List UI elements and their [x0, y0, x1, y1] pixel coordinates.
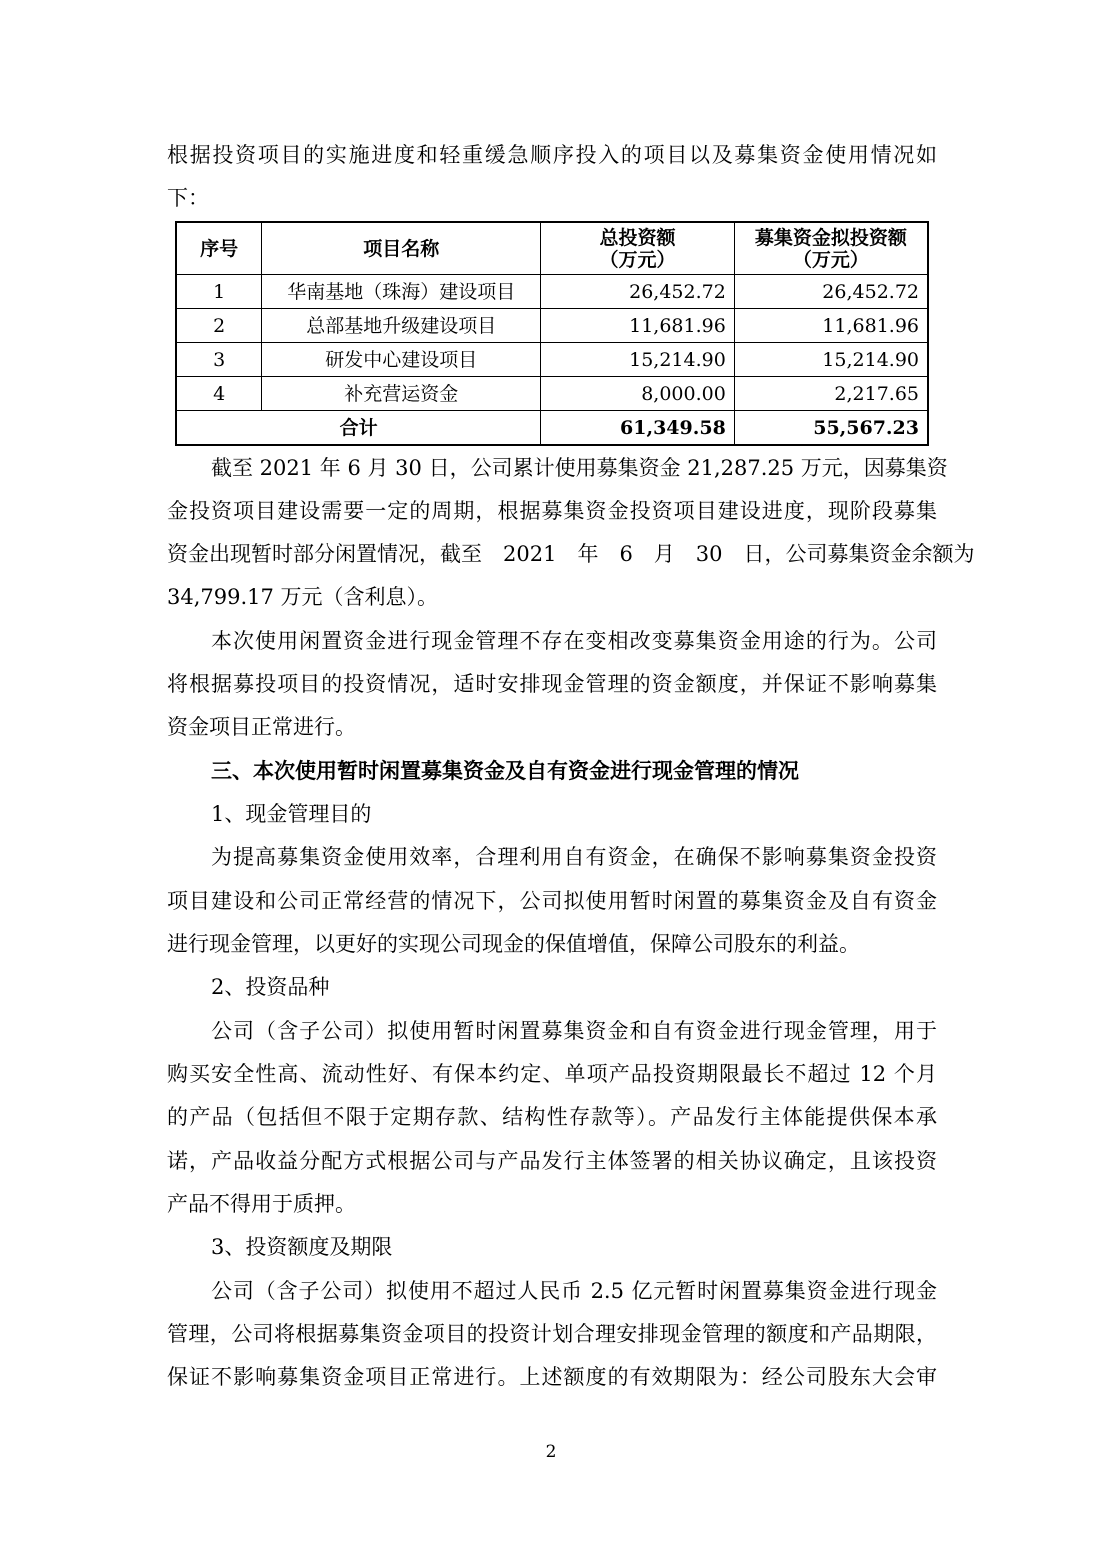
para1-line-4: 34,799.17 万元（含利息）。: [167, 585, 439, 609]
row-raised: 11,681.96: [734, 309, 928, 343]
para1-line-3: 资金出现暂时部分闲置情况，截至 2021 年 6 月 30 日，公司募集资金余额为: [167, 542, 975, 566]
row-total: 11,681.96: [541, 309, 735, 343]
header-no: 序号: [176, 222, 262, 275]
table-row: [176, 275, 928, 309]
row-raised: 15,214.90: [734, 343, 928, 377]
row-no: 2: [176, 309, 262, 343]
subsection-2-heading: 2、投资品种: [211, 975, 330, 999]
page-number: 2: [545, 1442, 557, 1462]
subsection-3-heading: 3、投资额度及期限: [211, 1235, 393, 1259]
header-raised-investment: [734, 222, 928, 275]
table-total-row: [176, 411, 928, 446]
row-no: 1: [176, 275, 262, 309]
header-raised-investment-label: 募集资金拟投资额: [754, 226, 907, 249]
header-total-investment: [541, 222, 735, 275]
sub2-line-5: 产品不得用于质押。: [167, 1192, 356, 1216]
para2-line-1: 本次使用闲置资金进行现金管理不存在变相改变募集资金用途的行为。公司: [211, 629, 937, 653]
fund-usage-table: [175, 221, 929, 446]
header-total-investment-label: 总投资额: [599, 226, 676, 249]
header-project-name: 项目名称: [262, 222, 541, 275]
row-total: 15,214.90: [541, 343, 735, 377]
intro-line-1: 根据投资项目的实施进度和轻重缓急顺序投入的项目以及募集资金使用情况如: [167, 143, 937, 167]
para2-line-2: 将根据募投项目的投资情况，适时安排现金管理的资金额度，并保证不影响募集: [167, 672, 937, 696]
para1-line-1: 截至 2021 年 6 月 30 日，公司累计使用募集资金 21,287.25 万元，因募集资: [211, 456, 948, 480]
total-label: 合计: [176, 411, 541, 446]
table-row: [176, 343, 928, 377]
row-raised: 2,217.65: [734, 377, 928, 411]
row-total: 26,452.72: [541, 275, 735, 309]
sub3-line-2: 管理，公司将根据募集资金项目的投资计划合理安排现金管理的额度和产品期限，: [167, 1322, 937, 1346]
table-header-row: [176, 222, 928, 275]
row-no: 3: [176, 343, 262, 377]
sub1-line-1: 为提高募集资金使用效率，合理利用自有资金，在确保不影响募集资金投资: [211, 845, 937, 869]
row-no: 4: [176, 377, 262, 411]
header-raised-investment-unit: （万元）: [792, 248, 869, 271]
sub2-line-3: 的产品（包括但不限于定期存款、结构性存款等）。产品发行主体能提供保本承: [167, 1105, 937, 1129]
sub2-line-4: 诺，产品收益分配方式根据公司与产品发行主体签署的相关协议确定，且该投资: [167, 1149, 937, 1173]
section-3-heading: 三、本次使用暂时闲置募集资金及自有资金进行现金管理的情况: [211, 758, 799, 783]
intro-line-2: 下：: [167, 186, 209, 210]
sub3-line-1: 公司（含子公司）拟使用不超过人民币 2.5 亿元暂时闲置募集资金进行现金: [211, 1279, 937, 1303]
row-project-name: 补充营运资金: [262, 377, 541, 411]
sub1-line-2: 项目建设和公司正常经营的情况下，公司拟使用暂时闲置的募集资金及自有资金: [167, 889, 937, 913]
sub2-line-1: 公司（含子公司）拟使用暂时闲置募集资金和自有资金进行现金管理，用于: [211, 1019, 937, 1043]
para2-line-3: 资金项目正常进行。: [167, 715, 356, 739]
subsection-1-heading: 1、现金管理目的: [211, 802, 372, 826]
row-total: 8,000.00: [541, 377, 735, 411]
sub2-line-2: 购买安全性高、流动性好、有保本约定、单项产品投资期限最长不超过 12 个月: [167, 1062, 937, 1086]
row-raised: 26,452.72: [734, 275, 928, 309]
table-row: [176, 309, 928, 343]
row-project-name: 总部基地升级建设项目: [262, 309, 541, 343]
para1-line-2: 金投资项目建设需要一定的周期，根据募集资金投资项目建设进度，现阶段募集: [167, 499, 937, 523]
header-total-investment-unit: （万元）: [599, 248, 676, 271]
sub3-line-3: 保证不影响募集资金项目正常进行。上述额度的有效期限为：经公司股东大会审: [167, 1365, 937, 1389]
total-raised: 55,567.23: [734, 411, 928, 446]
row-project-name: 研发中心建设项目: [262, 343, 541, 377]
sub1-line-3: 进行现金管理，以更好的实现公司现金的保值增值，保障公司股东的利益。: [167, 932, 860, 956]
row-project-name: 华南基地（珠海）建设项目: [262, 275, 541, 309]
table-row: [176, 377, 928, 411]
total-investment: 61,349.58: [541, 411, 735, 446]
